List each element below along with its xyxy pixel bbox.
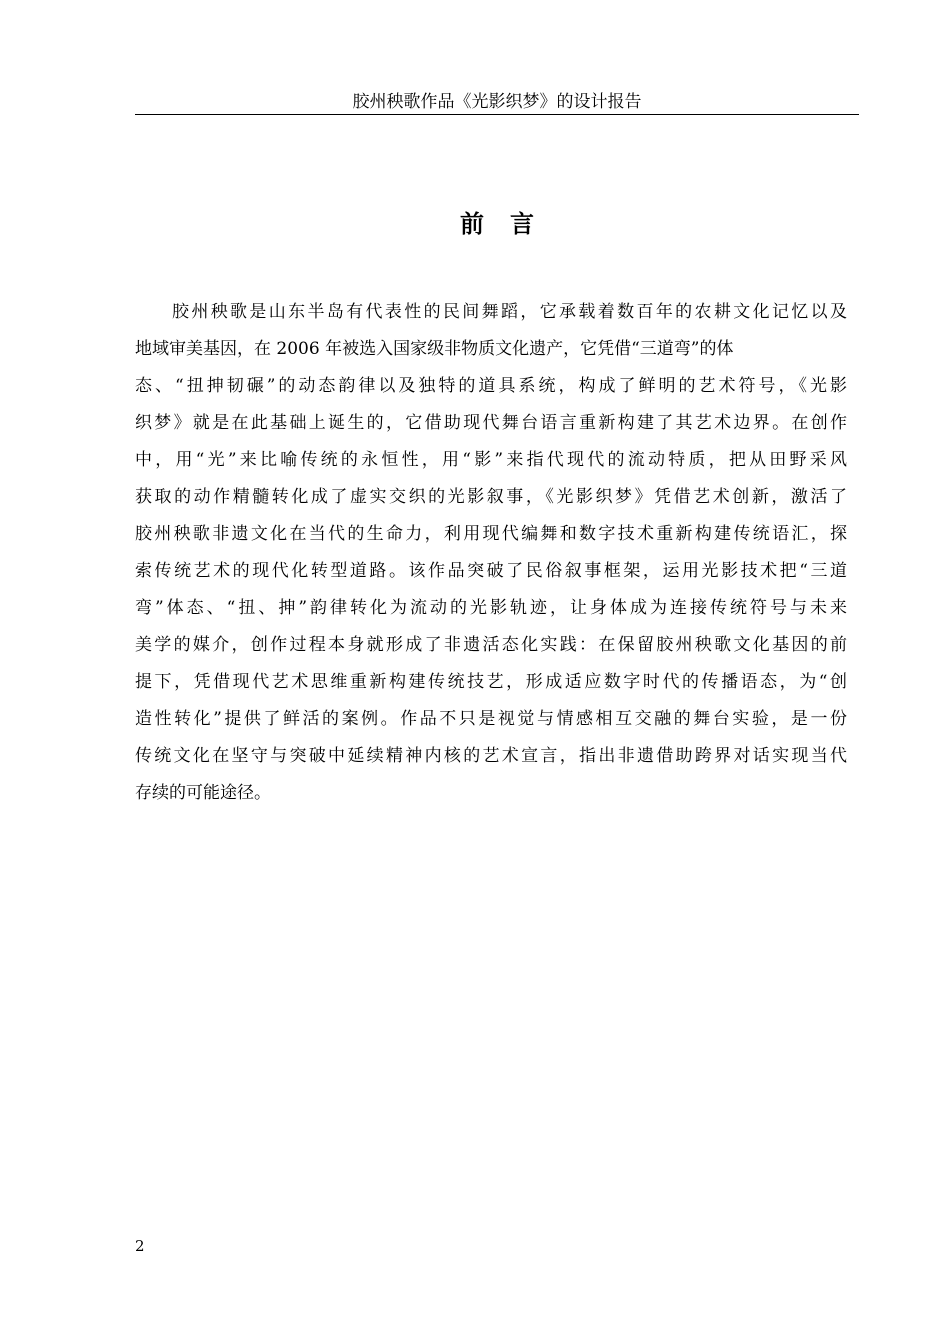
paragraph-line: 胶州秧歌非遗文化在当代的生命力，利用现代编舞和数字技术重新构建传统语汇，探 [135,524,847,544]
paragraph-line: 弯”体态、“扭、抻”韵律转化为流动的光影轨迹，让身体成为连接传统符号与未来 [135,598,847,618]
paragraph-line: 地域审美基因，在 2006 年被选入国家级非物质文化遗产，它凭借“三道弯”的体 [135,339,734,359]
page-number: 2 [135,1237,145,1255]
paragraph-line: 造性转化”提供了鲜活的案例。作品不只是视觉与情感相互交融的舞台实验，是一份 [135,709,847,729]
paragraph-line: 提下，凭借现代艺术思维重新构建传统技艺，形成适应数字时代的传播语态，为“创 [135,672,847,692]
preface-paragraph [135,294,847,812]
paragraph-line: 索传统艺术的现代化转型道路。该作品突破了民俗叙事框架，运用光影技术把“三道 [135,561,847,581]
page-title: 前言 [460,209,560,238]
paragraph-line: 存续的可能途径。 [135,783,271,803]
paragraph-line: 获取的动作精髓转化成了虚实交织的光影叙事，《光影织梦》凭借艺术创新，激活了 [135,487,847,507]
running-header: 胶州秧歌作品《光影织梦》的设计报告 [352,92,642,112]
paragraph-line: 胶州秧歌是山东半岛有代表性的民间舞蹈，它承载着数百年的农耕文化记忆以及 [172,302,847,322]
paragraph-line: 态、“扭抻韧碾”的动态韵律以及独特的道具系统，构成了鲜明的艺术符号，《光影 [135,376,847,396]
paragraph-line: 中，用“光”来比喻传统的永恒性，用“影”来指代现代的流动特质，把从田野采风 [135,450,847,470]
paragraph-line: 美学的媒介，创作过程本身就形成了非遗活态化实践：在保留胶州秧歌文化基因的前 [135,635,847,655]
paragraph-line: 织梦》就是在此基础上诞生的，它借助现代舞台语言重新构建了其艺术边界。在创作 [135,413,847,433]
paragraph-line: 传统文化在坚守与突破中延续精神内核的艺术宣言，指出非遗借助跨界对话实现当代 [135,746,847,766]
header-rule [135,114,859,115]
